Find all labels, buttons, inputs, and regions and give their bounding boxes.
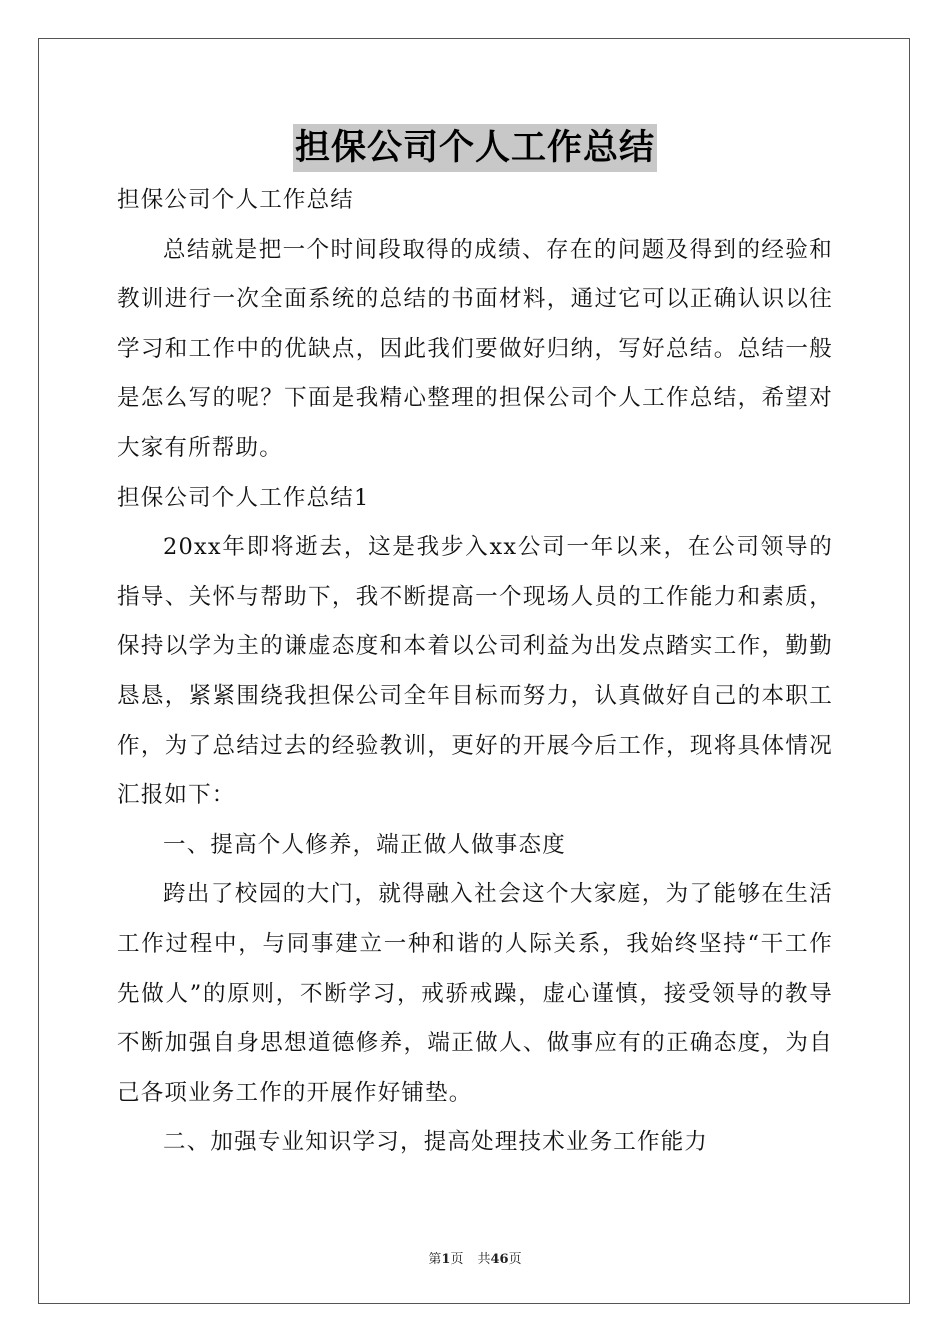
subheading-1: 一、提高个人修养，端正做人做事态度 [163, 831, 566, 858]
document-title: 担保公司个人工作总结 [293, 124, 657, 172]
total-pages-number: 46 [490, 1252, 509, 1267]
body-paragraph: 20xx年即将逝去，这是我步入xx公司一年以来，在公司领导的指导、关怀与帮助下，我不断提高一个现场人员的工作能力和素质，保持以学为主的谦虚态度和本着以公司利益为出发点踏实工作，勤勤恳恳，紧紧围绕我担保公司全年目标而努力，认真做好自己的本职工作，为了总结过去的经验教训，更好的开展今后工作，现将具体情况汇报如下： [117, 534, 833, 809]
subtitle-paragraph: 担保公司个人工作总结 [117, 187, 355, 213]
body-paragraph: 跨出了校园的大门，就得融入社会这个大家庭，为了能够在生活工作过程中，与同事建立一种和谐的人际关系，我始终坚持“干工作先做人”的原则，不断学习，戒骄戒躁，虚心谨慎，接受领导的教导不断加强自身思想道德修养，端正做人、做事应有的正确态度，为自己各项业务工作的开展作好铺垫。 [117, 881, 833, 1106]
page-suffix: 页 [450, 1252, 464, 1267]
page-prefix: 第 [428, 1252, 442, 1267]
page-footer [0, 1248, 950, 1267]
section-heading-1: 担保公司个人工作总结1 [117, 484, 370, 511]
total-suffix: 页 [508, 1252, 522, 1267]
document-body [117, 176, 833, 1168]
current-page-number: 1 [441, 1252, 451, 1267]
title-container [0, 124, 950, 172]
total-prefix: 共 [477, 1252, 491, 1267]
intro-paragraph: 总结就是把一个时间段取得的成绩、存在的问题及得到的经验和教训进行一次全面系统的总结的书面材料，通过它可以正确认识以往学习和工作中的优缺点，因此我们要做好归纳，写好总结。总结一般是怎么写的呢？下面是我精心整理的担保公司个人工作总结，希望对大家有所帮助。 [117, 236, 833, 461]
subheading-2: 二、加强专业知识学习，提高处理技术业务工作能力 [163, 1129, 709, 1156]
